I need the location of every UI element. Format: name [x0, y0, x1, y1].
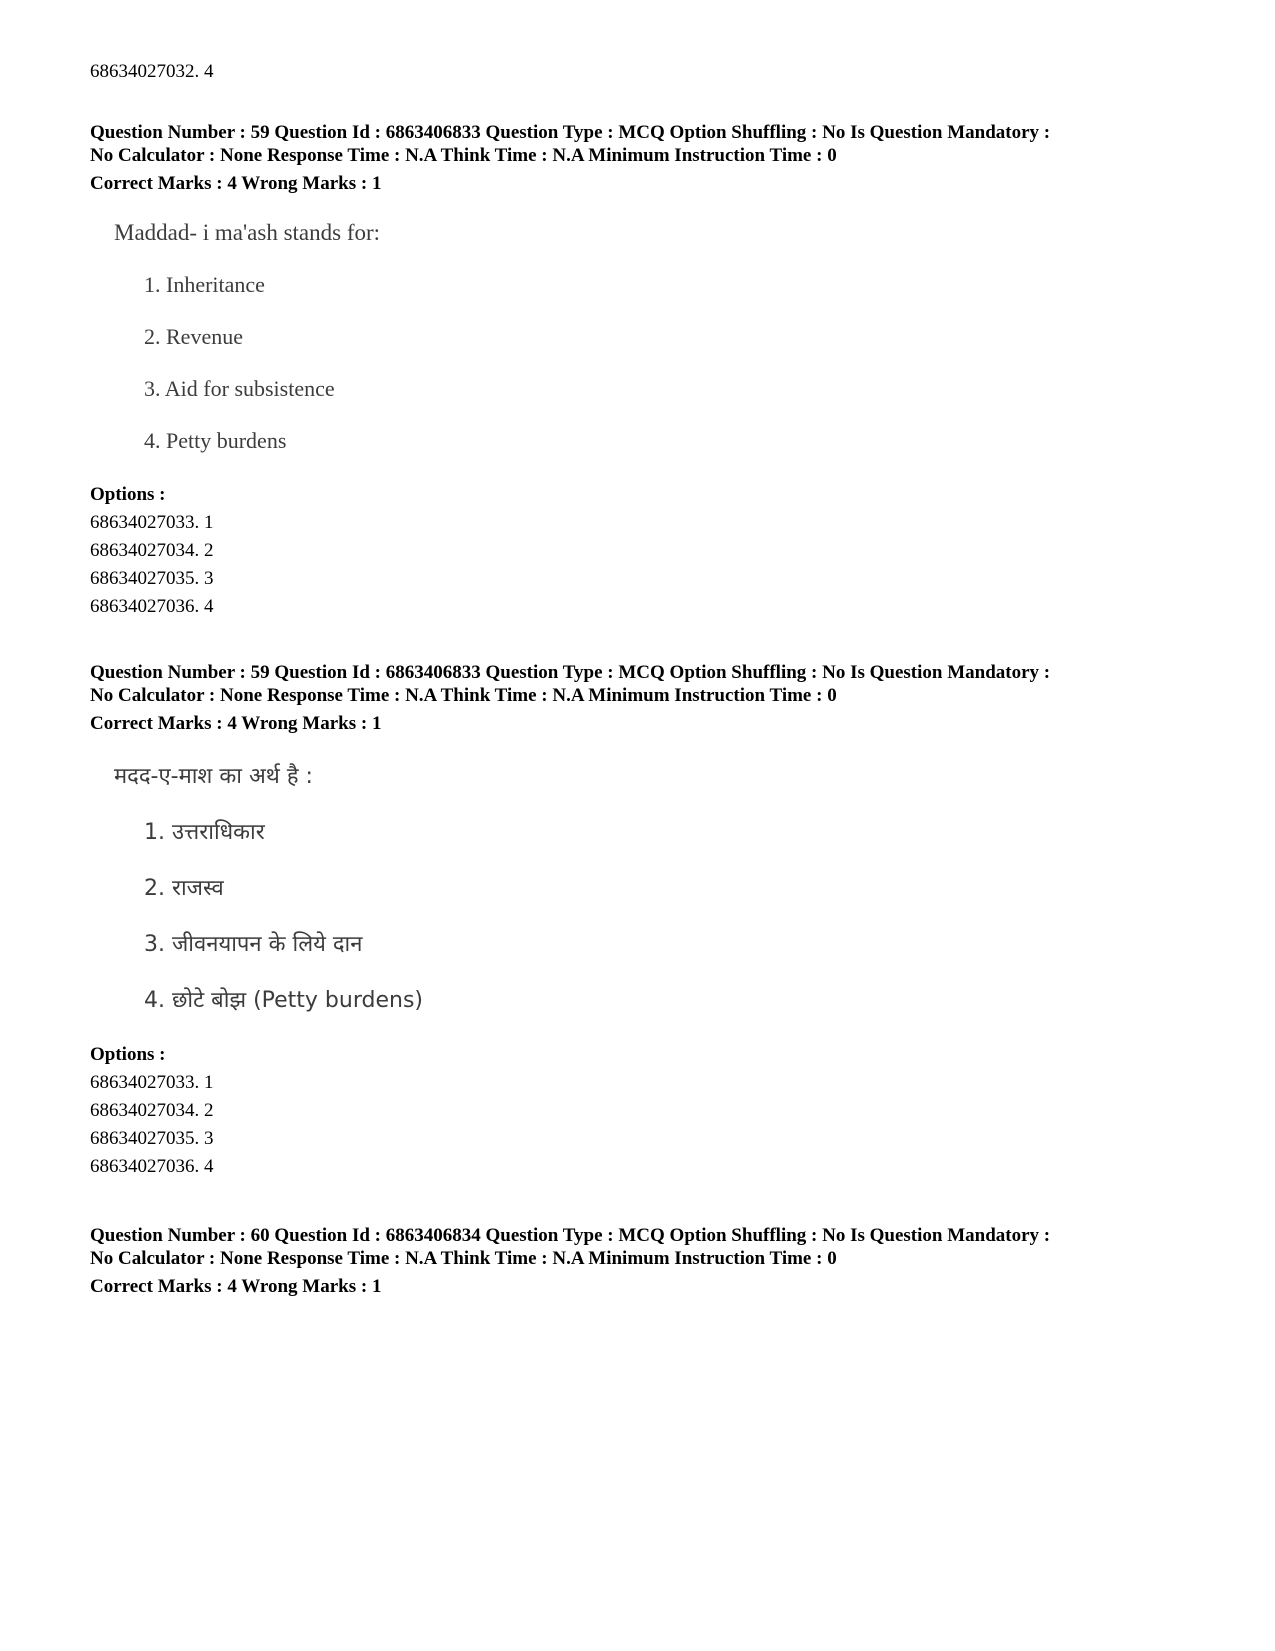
question-choice-2: 2. Revenue — [144, 324, 243, 349]
question-choice-4: 4. Petty burdens — [144, 428, 287, 453]
option-item: 68634027034. 2 — [90, 1100, 214, 1121]
question-stem: मदद-ए-माश का अर्थ है : — [114, 764, 313, 789]
question-block-59-hindi — [90, 661, 1210, 1181]
option-item: 68634027035. 3 — [90, 1128, 214, 1149]
question-choice-3: 3. Aid for subsistence — [144, 376, 335, 401]
question-marks: Correct Marks : 4 Wrong Marks : 1 — [90, 713, 382, 734]
options-label: Options : — [90, 484, 166, 505]
option-item: 68634027036. 4 — [90, 1156, 214, 1177]
option-item: 68634027034. 2 — [90, 540, 214, 561]
question-block-60 — [90, 1224, 1210, 1298]
previous-option-line: 68634027032. 4 — [90, 61, 214, 82]
question-meta-line-2: No Calculator : None Response Time : N.A Think Time : N.A Minimum Instruction Time : 0 — [90, 685, 837, 706]
question-choice-2: 2. राजस्व — [144, 876, 224, 901]
question-marks: Correct Marks : 4 Wrong Marks : 1 — [90, 173, 382, 194]
question-block-59-english — [90, 121, 1210, 621]
question-choice-1: 1. Inheritance — [144, 272, 265, 297]
question-meta-line-1: Question Number : 59 Question Id : 6863406833 Question Type : MCQ Option Shuffling : No Is Question Mandatory : — [90, 122, 1051, 143]
option-item: 68634027036. 4 — [90, 596, 214, 617]
question-choice-1: 1. उत्तराधिकार — [144, 820, 265, 845]
question-stem: Maddad- i ma'ash stands for: — [114, 220, 381, 245]
question-image-hindi — [114, 763, 1210, 1015]
question-choice-4: 4. छोटे बोझ (Petty burdens) — [144, 988, 423, 1013]
option-item: 68634027035. 3 — [90, 568, 214, 589]
question-meta-line-1: Question Number : 60 Question Id : 6863406834 Question Type : MCQ Option Shuffling : No Is Question Mandatory : — [90, 1225, 1051, 1246]
question-choice-3: 3. जीवनयापन के लिये दान — [144, 932, 363, 957]
question-marks: Correct Marks : 4 Wrong Marks : 1 — [90, 1276, 382, 1297]
question-image-english — [114, 219, 1210, 455]
question-meta-line-2: No Calculator : None Response Time : N.A Think Time : N.A Minimum Instruction Time : 0 — [90, 1248, 837, 1269]
question-meta-line-2: No Calculator : None Response Time : N.A Think Time : N.A Minimum Instruction Time : 0 — [90, 145, 837, 166]
question-meta-line-1: Question Number : 59 Question Id : 6863406833 Question Type : MCQ Option Shuffling : No Is Question Mandatory : — [90, 662, 1051, 683]
option-item: 68634027033. 1 — [90, 512, 214, 533]
options-label: Options : — [90, 1044, 166, 1065]
option-item: 68634027033. 1 — [90, 1072, 214, 1093]
